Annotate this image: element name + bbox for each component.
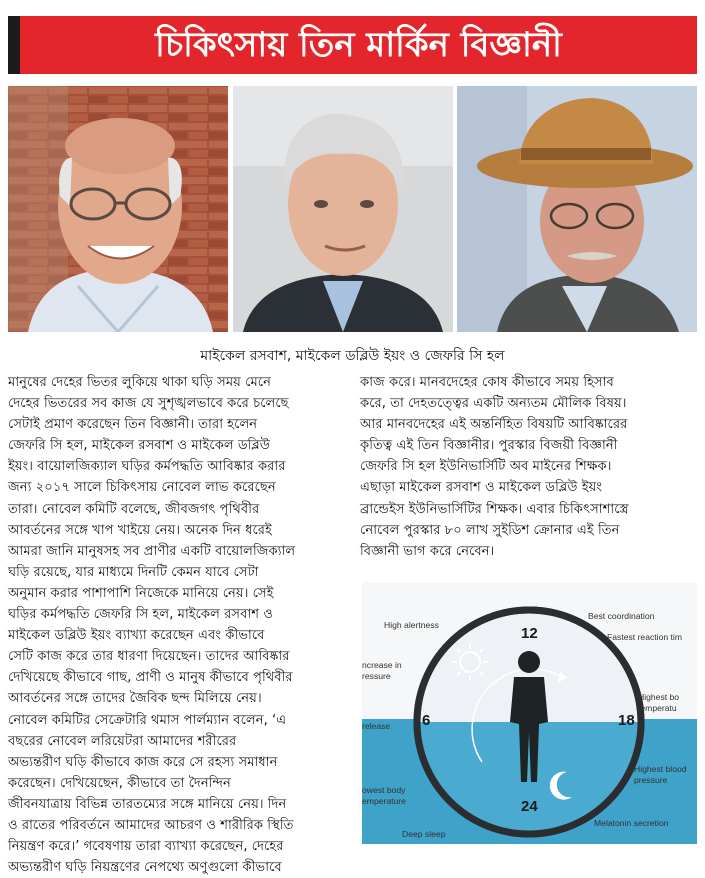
article-line: আর মানবদেহের এই অন্তর্নিহিত বিষয়টি আবিষ্কারের bbox=[360, 417, 628, 433]
clock-number-left: 6 bbox=[422, 712, 431, 729]
article-line: মাইকেল ডব্লিউ ইয়ং ব্যাখ্যা করেছেন এবং কীভাবে bbox=[8, 628, 265, 644]
clock-number-top: 12 bbox=[521, 625, 538, 642]
article-line: জীবনযাত্রায় বিভিন্ন তারতম্যের সঙ্গে মানিয়ে নেয়। দিন bbox=[8, 796, 287, 812]
article-line: কাজ করে। মানবদেহের কোষ কীভাবে সময় হিসাব bbox=[360, 375, 614, 390]
circadian-clock-infographic bbox=[362, 582, 697, 844]
article-line: অভ্যন্তরীণ ঘড়ি কীভাবে কাজ করে সে রহস্য সমাধান bbox=[8, 754, 278, 770]
article-line: নোবেল কমিটির সেক্রেটারি থমাস পার্লম্যান বলেন, ‘এ bbox=[8, 712, 287, 728]
article-line: নিয়ন্ত্রণ করে।’ গবেষণায় তারা ব্যাখ্যা করেছেন, দেহের bbox=[8, 839, 284, 855]
article-column-left bbox=[8, 372, 350, 878]
label-increase-pressure-2: ressure bbox=[362, 671, 391, 681]
label-highest-blood-1: Highest blood bbox=[634, 764, 687, 774]
clock-number-right: 18 bbox=[618, 712, 635, 729]
clock-number-bottom: 24 bbox=[521, 798, 538, 815]
article-line: জেফরি সি হল, মাইকেল রসবাশ ও মাইকেল ডব্লিউ bbox=[8, 438, 271, 454]
label-high-alertness: High alertness bbox=[384, 620, 439, 630]
label-highest-temp-1: Highest bo bbox=[638, 692, 680, 702]
article-line: মানুষের দেহের ভিতর লুকিয়ে থাকা ঘড়ি সময় মেনে bbox=[8, 375, 271, 390]
label-deep-sleep: Deep sleep bbox=[402, 829, 446, 839]
article-line: অভ্যন্তরীণ ঘড়ি নিয়ন্ত্রণের নেপথ্যে অণুগুলো কীভাবে bbox=[8, 860, 282, 876]
photo-michael-w-young bbox=[233, 86, 453, 332]
article-line: করে, তা দেহতত্ত্বের একটি অন্যতম মৌলিক বিষয়। bbox=[360, 396, 627, 412]
photo-caption: মাইকেল রসবাশ, মাইকেল ডব্লিউ ইয়ং ও জেফরি সি হল bbox=[200, 348, 505, 364]
article-line: দেখিয়েছে কীভাবে গাছ, প্রাণী ও মানুষ কীভাবে পৃথিবীর bbox=[8, 670, 293, 686]
article-line: বিজ্ঞানী ভাগ করে নেবেন। bbox=[360, 543, 495, 559]
article-line: ঘড়ি রয়েছে, যার মাধ্যমে দিনটি কেমন যাবে সেটা bbox=[8, 564, 259, 580]
article-line: আবর্তনের সঙ্গে তাদের জৈবিক ছন্দ মিলিয়ে নেয়। bbox=[8, 691, 262, 707]
label-lowest-temp-1: owest body bbox=[362, 785, 406, 795]
article-column-right bbox=[360, 372, 697, 562]
article-line: আমরা জানি মানুষসহ সব প্রাণীর একটি বায়োলজিক্যাল bbox=[8, 543, 296, 559]
article-line: কৃতিত্ব এই তিন বিজ্ঞানীর। পুরস্কার বিজয়ী বিজ্ঞানী bbox=[360, 438, 618, 454]
label-lowest-temp-2: emperature bbox=[362, 796, 406, 806]
label-melatonin: Melatonin secretion bbox=[594, 818, 669, 828]
label-highest-blood-2: pressure bbox=[634, 775, 668, 785]
article-line: সেটি কাজ করে তার ধারণা দিয়েছেন। তাদের আবিষ্কার bbox=[8, 649, 290, 665]
label-increase-pressure-1: ncrease in bbox=[362, 660, 402, 670]
article-line: ব্রান্ডেইস ইউনিভার্সিটির শিক্ষক। এবার চিকিৎসাশাস্ত্রে bbox=[360, 501, 629, 517]
headline-accent-bar bbox=[8, 16, 20, 74]
article-line: দেহের ভিতরের সব কাজ যে সুশৃঙ্খলভাবে করে চলেছে bbox=[8, 396, 289, 412]
article-line: আবর্তনের সঙ্গে খাপ খাইয়ে নেয়। অনেক দিন ধরেই bbox=[8, 522, 272, 538]
article-line: অনুমান করার পাশাপাশি নিজেকে মানিয়ে নেয়। সেই bbox=[8, 585, 274, 601]
article-line: জেফরি সি হল ইউনিভার্সিটি অব মাইনের শিক্ষক। bbox=[360, 459, 612, 475]
article-line: এছাড়া মাইকেল রসবাশ ও মাইকেল ডব্লিউ ইয়ং bbox=[360, 480, 603, 496]
label-best-coordination: Best coordination bbox=[588, 611, 655, 621]
article-line: জন্য ২০১৭ সালে চিকিৎসায় নোবেল লাভ করেছেন bbox=[8, 480, 276, 496]
article-line: সেটাই প্রমাণ করেছেন তিন বিজ্ঞানী। তারা হলেন bbox=[8, 417, 258, 433]
article-line: ইয়ং। বায়োলজিক্যাল ঘড়ির কর্মপদ্ধতি আবিষ্কার করার bbox=[8, 459, 286, 475]
label-fastest-reaction: Fastest reaction tim bbox=[607, 632, 682, 642]
photo-michael-rosbash bbox=[8, 86, 228, 332]
label-highest-temp-2: temperatu bbox=[638, 703, 677, 713]
photo-jeffrey-c-hall bbox=[457, 86, 697, 332]
article-line: নোবেল পুরস্কার ৮০ লাখ সুইডিশ ক্রোনার এই তিন bbox=[360, 522, 620, 538]
article-line: বছরের নোবেল লরিয়েটরা আমাদের শরীরের bbox=[8, 733, 237, 749]
article-line: ঘড়ির কর্মপদ্ধতি জেফরি সি হল, মাইকেল রসবাশ ও bbox=[8, 607, 274, 623]
article-line: করেছেন। দেখিয়েছেন, কীভাবে তা দৈনন্দিন bbox=[8, 775, 231, 791]
headline: চিকিৎসায় তিন মার্কিন বিজ্ঞানী bbox=[20, 16, 697, 74]
article-line: ও রাতের পরিবর্তনে আমাদের আচরণ ও শারীরিক স্থিতি bbox=[8, 817, 294, 833]
article-line: তারা। নোবেল কমিটি বলেছে, জীবজগৎ পৃথিবীর bbox=[8, 501, 260, 517]
label-release: release bbox=[362, 721, 391, 731]
